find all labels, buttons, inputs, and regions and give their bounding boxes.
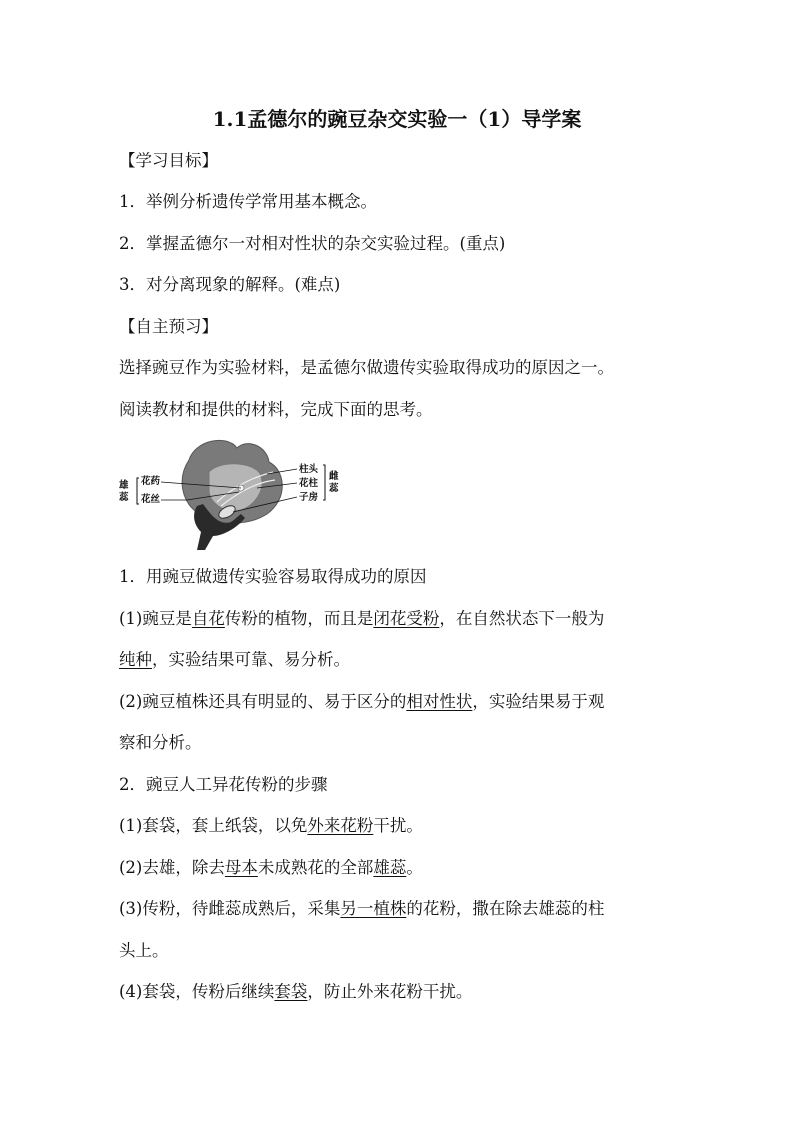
text-run: ，在自然状态下一般为 bbox=[439, 609, 605, 628]
goal-item-3: 3．对分离现象的解释。(难点) bbox=[119, 275, 341, 294]
section2-step4 bbox=[119, 981, 472, 1003]
section1-p1-line1 bbox=[119, 608, 604, 630]
text-run: ，实验结果可靠、易分析。 bbox=[152, 650, 350, 669]
answer-another-plant: 另一植株 bbox=[340, 899, 407, 918]
label-anther: 花药 bbox=[141, 476, 161, 487]
text-run: (2)豌豆植株还具有明显的、易于区分的 bbox=[119, 692, 407, 711]
section2-step3-line2: 头上。 bbox=[119, 941, 169, 960]
pea-flower-svg bbox=[117, 432, 357, 552]
section1-p1-line2 bbox=[119, 649, 350, 671]
text-run: 干扰。 bbox=[373, 816, 423, 835]
page-title: 1.1孟德尔的豌豆杂交实验一（1）导学案 bbox=[212, 107, 582, 131]
answer-bagging: 套袋 bbox=[274, 982, 308, 1001]
text-run: 传粉的植物，而且是 bbox=[224, 609, 374, 628]
right-brace bbox=[323, 465, 325, 500]
left-brace bbox=[137, 478, 139, 504]
label-pistil-2: 蕊 bbox=[329, 483, 339, 494]
label-stamen-1: 雄 bbox=[119, 480, 129, 491]
pea-flower-diagram bbox=[117, 432, 357, 552]
preview-intro-2: 阅读教材和提供的材料，完成下面的思考。 bbox=[119, 400, 433, 419]
text-run: ，防止外来花粉干扰。 bbox=[307, 982, 473, 1001]
label-ovary: 子房 bbox=[299, 492, 319, 503]
label-stigma: 柱头 bbox=[299, 464, 319, 475]
label-pistil-1: 雌 bbox=[329, 471, 339, 482]
text-run: 。 bbox=[406, 858, 423, 877]
section2-step2 bbox=[119, 857, 423, 879]
text-run: (2)去雄，除去 bbox=[119, 858, 225, 877]
section1-p2-line1 bbox=[119, 691, 604, 713]
text-run: (3)传粉，待雌蕊成熟后，采集 bbox=[119, 899, 341, 918]
section2-step1 bbox=[119, 815, 423, 837]
text-run: (4)套袋，传粉后继续 bbox=[119, 982, 275, 1001]
goals-heading: 【学习目标】 bbox=[119, 151, 218, 170]
label-filament: 花丝 bbox=[141, 494, 161, 505]
text-run: (1)套袋，套上纸袋，以免 bbox=[119, 816, 308, 835]
answer-self-pollination: 自花 bbox=[191, 609, 225, 628]
answer-closed-pollination: 闭花受粉 bbox=[373, 609, 440, 628]
goal-item-2: 2．掌握孟德尔一对相对性状的杂交实验过程。(重点) bbox=[119, 234, 506, 253]
goal-item-1: 1．举例分析遗传学常用基本概念。 bbox=[119, 192, 377, 211]
preview-heading: 【自主预习】 bbox=[119, 317, 218, 336]
preview-intro-1: 选择豌豆作为实验材料，是孟德尔做遗传实验取得成功的原因之一。 bbox=[119, 358, 614, 377]
answer-pure-line: 纯种 bbox=[119, 650, 152, 669]
section1-heading: 1．用豌豆做遗传实验容易取得成功的原因 bbox=[119, 567, 427, 586]
answer-stamens: 雄蕊 bbox=[373, 858, 407, 877]
section1-p2-line2: 察和分析。 bbox=[119, 733, 202, 752]
text-run: 的花粉，撒在除去雄蕊的柱 bbox=[406, 899, 605, 918]
text-run: 未成熟花的全部 bbox=[257, 858, 374, 877]
label-stamen-2: 蕊 bbox=[119, 492, 129, 503]
text-run: ，实验结果易于观 bbox=[472, 692, 605, 711]
answer-foreign-pollen: 外来花粉 bbox=[307, 816, 374, 835]
section2-heading: 2．豌豆人工异花传粉的步骤 bbox=[119, 775, 328, 794]
text-run: (1)豌豆是 bbox=[119, 609, 192, 628]
answer-relative-traits: 相对性状 bbox=[406, 692, 473, 711]
section2-step3-line1 bbox=[119, 898, 604, 920]
answer-female-parent: 母本 bbox=[224, 858, 258, 877]
label-style: 花柱 bbox=[299, 478, 319, 489]
